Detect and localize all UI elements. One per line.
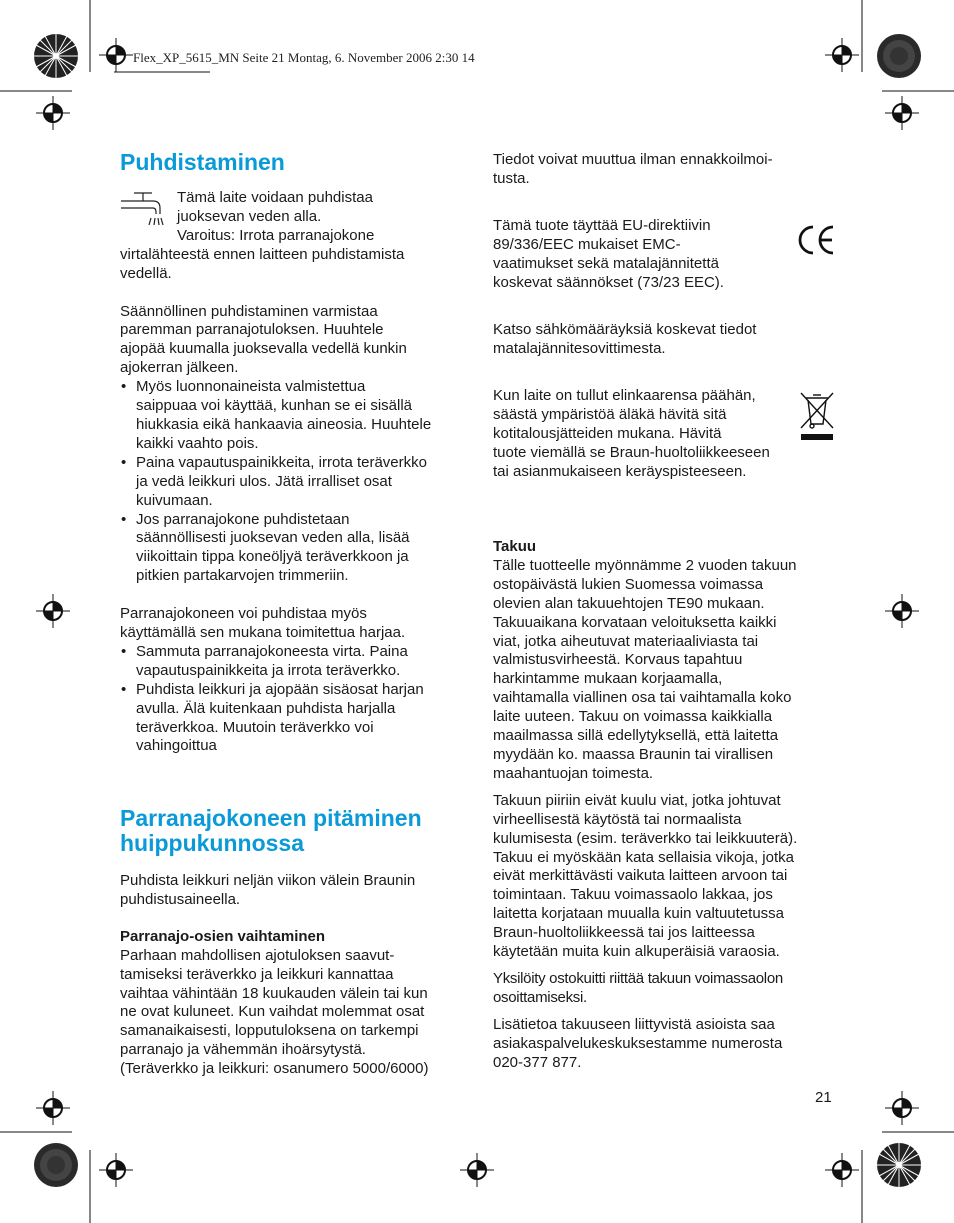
text-line: juoksevan veden alla. [177, 207, 322, 225]
text-line: Puhdista leikkuri neljän viikon välein Braunin [120, 872, 416, 889]
color-wheel-icon [33, 1142, 79, 1188]
text-line: Takuuaikana korvataan veloituksetta kaikki [493, 613, 777, 631]
color-wheel-icon [876, 1142, 922, 1188]
replacement-body [120, 947, 465, 1079]
text-line: pitkien partakarvojen trimmeriin. [136, 567, 349, 585]
registration-cross-icon [825, 38, 859, 72]
text-line: kuivumaan. [136, 491, 213, 509]
registration-cross-icon [460, 1153, 494, 1187]
care-intro [120, 872, 465, 910]
color-wheel-icon [33, 33, 79, 79]
text-line: viat, jotka aiheutuvat materiaaliviasta tai [493, 632, 759, 650]
text-line: Varoitus: Irrota parranajokone [177, 226, 375, 244]
text-line: • Puhdista leikkuri ja ajopään sisäosat harjan [136, 680, 424, 698]
text-line: Takuun piiriin eivät kuulu viat, jotka johtuvat [493, 791, 781, 809]
text-line: Yksilöity ostokuitti riittää takuun voimassaolon [493, 969, 783, 987]
text-line: laitetta korjataan muualla kuin valtuutetussa [493, 905, 785, 923]
text-line: (Teräverkko ja leikkuri: osanumero 5000/6000) [120, 1060, 429, 1078]
text-line: avulla. Älä kuitenkaan puhdista harjalla [136, 699, 396, 717]
ce-mark-icon [796, 223, 836, 257]
text-line: Tälle tuotteelle myönnämme 2 vuoden takuun [493, 556, 797, 574]
text-line: Säännöllinen puhdistaminen varmistaa [120, 302, 378, 320]
registration-cross-icon [885, 96, 919, 130]
text-line: Parranajokoneen voi puhdistaa myös [120, 605, 367, 623]
list-item [120, 643, 465, 681]
registration-cross-icon [825, 1153, 859, 1187]
text-line: teräverkkoa. Muutoin teräverkko voi [136, 718, 374, 736]
text-line: Tiedot voivat muuttua ilman ennakkoilmoi- [493, 151, 773, 168]
registration-cross-icon [36, 594, 70, 628]
registration-cross-icon [885, 594, 919, 628]
text-line: säästä ympäristöä äläkä hävitä sitä [493, 405, 727, 423]
electrical-block [493, 321, 823, 359]
registration-cross-icon [99, 38, 133, 72]
text-line: vedellä. [120, 264, 172, 282]
heading-line: huippukunnossa [120, 830, 304, 856]
list-item [120, 378, 465, 454]
text-line: Kun laite on tullut elinkaarensa päähän, [493, 387, 756, 404]
text-line: tuote viemällä se Braun-huoltoliikkeeseen [493, 443, 770, 461]
registration-cross-icon [99, 1153, 133, 1187]
text-line: tai asianmukaiseen keräyspisteeseen. [493, 462, 747, 480]
text-line: Takuu ei myöskään kata sellaisia vikoja, jotka [493, 848, 794, 866]
text-line: osoittamiseksi. [493, 988, 587, 1006]
warranty-paragraph [493, 792, 838, 962]
text-line: parranajo ja vähemmän ihoärsytystä. [120, 1041, 366, 1059]
warranty-paragraph [493, 557, 838, 784]
care-heading [120, 806, 465, 856]
text-line: puhdistusaineella. [120, 890, 241, 908]
text-line: matalajännitesovittimesta. [493, 339, 666, 357]
text-line: ostopäivästä lukien Suomessa voimassa [493, 575, 764, 593]
warranty-heading: Takuu [493, 538, 537, 555]
text-line: ne ovat kuluneet. Kun vaihdat molemmat osat [120, 1003, 425, 1021]
text-line: 89/336/EEC mukaiset EMC- [493, 235, 681, 253]
heading-line: Parranajokoneen pitäminen [120, 805, 422, 831]
text-line: Tämä tuote täyttää EU-direktiivin [493, 217, 711, 234]
notice-block [493, 151, 823, 189]
text-line: asiakaspalvelukeskuksestamme numerosta [493, 1034, 783, 1052]
text-line: tusta. [493, 169, 530, 187]
text-line: olevien alan takuuehtojen TE90 mukaan. [493, 594, 765, 612]
crossed-bin-icon [798, 390, 836, 442]
disposal-block [493, 387, 813, 482]
text-line: hiukkasia eikä hankaavia aineosia. Huuhtele [136, 415, 432, 433]
registration-cross-icon [36, 1091, 70, 1125]
regular-cleaning-paragraph [120, 303, 465, 379]
warranty-paragraph [493, 970, 838, 1008]
text-line: Katso sähkömääräyksiä koskevat tiedot [493, 321, 757, 338]
text-line: ajokerran jälkeen. [120, 359, 239, 377]
warranty-paragraph [493, 1016, 838, 1073]
text-line: 020-377 877. [493, 1053, 582, 1071]
left-column [120, 150, 465, 756]
registration-cross-icon [885, 1091, 919, 1125]
care-section [120, 806, 465, 1079]
text-line: Tämä laite voidaan puhdistaa [177, 189, 373, 206]
page-number: 21 [815, 1089, 832, 1106]
text-line: kulumisesta (esim. teräverkko tai leikkuuterä). [493, 829, 798, 847]
text-line: koskevat säännökset (73/23 EEC). [493, 273, 724, 291]
cleaning-intro-rest [120, 246, 465, 284]
color-wheel-icon [876, 33, 922, 79]
text-line: virtalähteestä ennen laitteen puhdistamista [120, 245, 405, 263]
text-line: vahingoittua [136, 737, 217, 755]
text-line: maahantuojan toimesta. [493, 764, 654, 782]
text-line: viikoittain tippa koneöljyä teräverkkoon ja [136, 548, 409, 566]
text-line: toimintaan. Takuu voimassaolo lakkaa, jos [493, 886, 773, 904]
text-line: käyttämällä sen mukana toimitettua harjaa. [120, 624, 406, 642]
water-tap-icon [120, 190, 164, 226]
text-line: • Myös luonnonaineista valmistettua [136, 378, 366, 396]
text-line: kaikki vaahto pois. [136, 434, 259, 452]
text-line: Braun-huoltoliikkeessä tai jos laitteessa [493, 924, 755, 942]
cleaning-heading: Puhdistaminen [120, 149, 285, 175]
text-line: • Sammuta parranajokoneesta virta. Paina [136, 642, 408, 660]
brush-paragraph [120, 605, 465, 643]
list-item [120, 681, 465, 757]
text-line: ja vedä leikkuri ulos. Jätä irralliset osat [136, 472, 392, 490]
text-line: tamiseksi teräverkko ja leikkuri kannattaa [120, 965, 394, 983]
text-line: samanaikaisesti, lopputuloksena on tarkempi [120, 1022, 419, 1040]
text-line: vapautuspainikkeita ja irrota teräverkko. [136, 661, 401, 679]
list-item [120, 511, 465, 587]
ce-block [493, 217, 793, 293]
text-line: eivät merkittävästi vaikuta laitteen arvoon tai [493, 867, 788, 885]
text-line: maailmassa sillä edellytyksellä, että laitetta [493, 727, 779, 745]
text-line: vaatimukset sekä matalajännitettä [493, 254, 719, 272]
replacement-subheading: Parranajo-osien vaihtaminen [120, 927, 326, 945]
text-line: virheellisestä käytöstä tai normaalista [493, 810, 742, 828]
text-line: käytetään muita kuin alkuperäisiä varaosia. [493, 943, 780, 961]
text-line: Lisätietoa takuuseen liittyvistä asioista saa [493, 1015, 775, 1033]
text-line: ajopää kuumalla juoksevalla vedellä kunkin [120, 340, 407, 358]
print-slug: Flex_XP_5615_MN Seite 21 Montag, 6. November 2006 2:30 14 [133, 50, 475, 65]
text-line: valmistusvirheestä. Korvaus tapahtuu [493, 651, 743, 669]
text-line: säännöllisesti juoksevan veden alla, lisää [136, 529, 410, 547]
text-line: myydään ko. maassa Braunin tai virallisen [493, 745, 774, 763]
text-line: Parhaan mahdollisen ajotuloksen saavut- [120, 946, 395, 964]
text-line: • Paina vapautuspainikkeita, irrota teräverkko [136, 453, 427, 471]
text-line: vaihtamalla viallinen osa tai vaihtamalla koko [493, 689, 792, 707]
text-line: harkintamme mukaan korjaamalla, [493, 670, 723, 688]
warranty-section [493, 538, 838, 1072]
text-line: paremman parranajotuloksen. Huuhtele [120, 321, 384, 339]
text-line: saippuaa voi käyttää, kunhan se ei sisällä [136, 397, 413, 415]
text-line: kotitalousjätteiden mukana. Hävitä [493, 424, 722, 442]
cleaning-intro [120, 189, 465, 246]
text-line: vaihtaa vähintään 18 kuukauden välein tai kun [120, 984, 428, 1002]
text-line: laite uuteen. Takuu on voimassa kaikkialla [493, 708, 773, 726]
registration-cross-icon [36, 96, 70, 130]
text-line: • Jos parranajokone puhdistetaan [136, 510, 350, 528]
list-item [120, 454, 465, 511]
